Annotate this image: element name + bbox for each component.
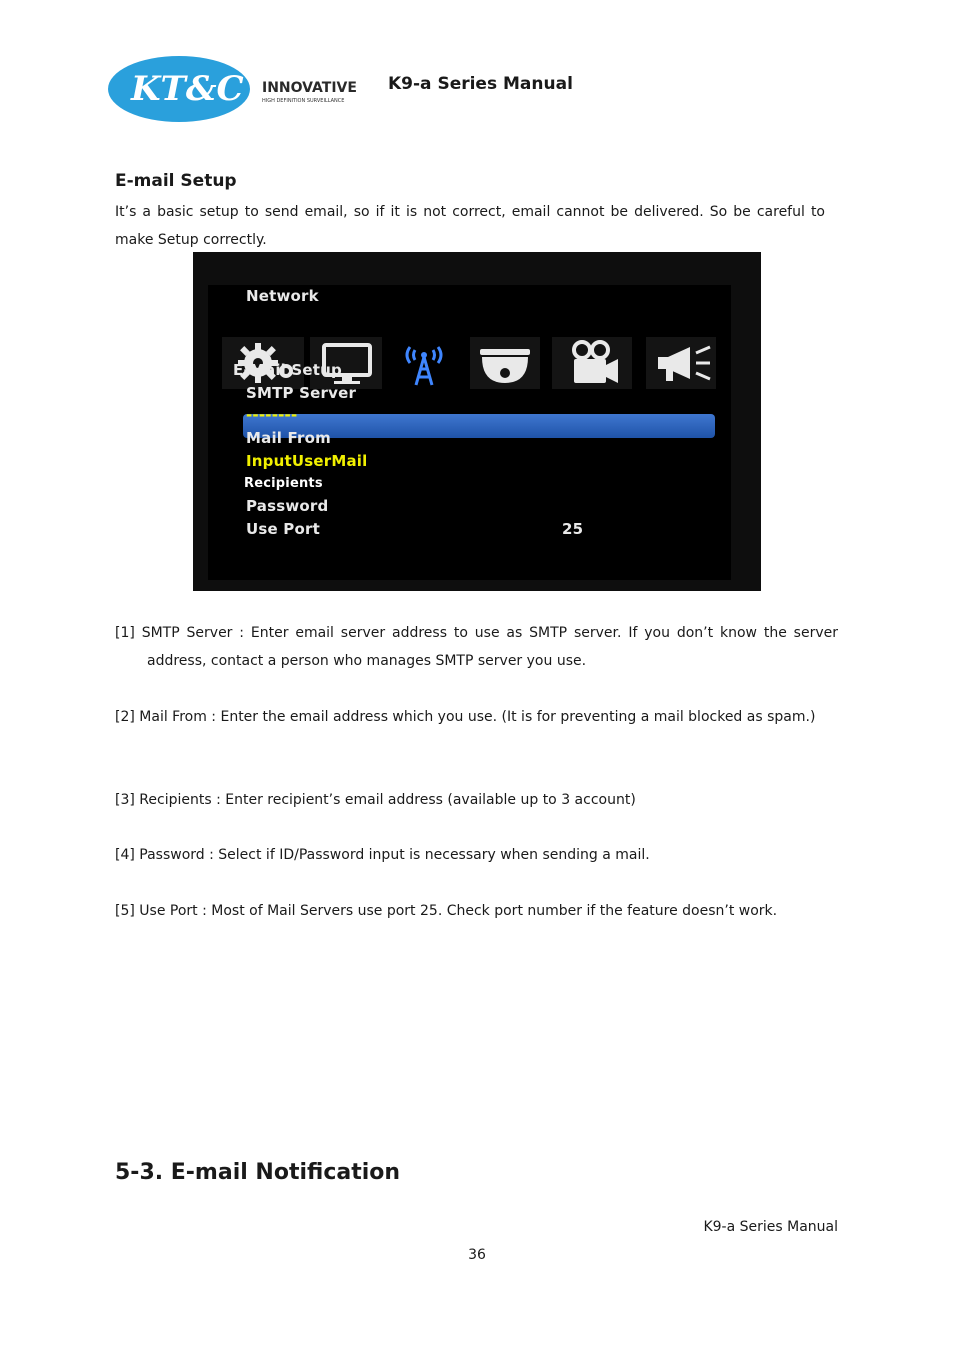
description-recipients: [3] Recipients : Enter recipient’s email address (available up to 3 account) xyxy=(115,792,636,808)
antenna-tower-icon[interactable] xyxy=(388,337,460,389)
mail-from-value[interactable]: InputUserMail xyxy=(246,452,368,470)
page-number: 36 xyxy=(468,1247,486,1263)
description-use-port: [5] Use Port : Most of Mail Servers use port 25. Check port number if the feature doesn’t work. xyxy=(115,903,778,919)
svg-text:KT&C: KT&C xyxy=(131,69,244,109)
description-smtp-server xyxy=(115,619,838,675)
footer-manual-title: K9-a Series Manual xyxy=(703,1219,838,1235)
menu-item-smtp-server[interactable]: SMTP Server xyxy=(246,384,357,402)
description-smtp-server-line: [1] SMTP Server : Enter email server address to use as SMTP server. If you don’t know the server xyxy=(115,625,838,641)
menu-title: Network xyxy=(246,287,319,305)
description-password: [4] Password : Select if ID/Password input is necessary when sending a mail. xyxy=(115,847,650,863)
description-smtp-server-cont: address, contact a person who manages SMTP server you use. xyxy=(147,653,587,669)
video-camera-icon[interactable] xyxy=(552,337,632,389)
description-mail-from: [2] Mail From : Enter the email address which you use. (It is for preventing a mail blocked as spam.) xyxy=(115,709,816,725)
section-heading: E-mail Setup xyxy=(115,171,237,191)
menu-item-recipients[interactable]: Recipients xyxy=(244,476,323,491)
menu-item-mail-from[interactable]: Mail From xyxy=(246,429,331,447)
dvr-screenshot xyxy=(193,252,761,591)
company-logo xyxy=(107,54,369,124)
header-title: K9-a Series Manual xyxy=(388,74,573,94)
submenu-title: E-Mail Setup xyxy=(233,361,342,379)
intro-paragraph: It’s a basic setup to send email, so if it is not correct, email cannot be delivered. So be careful to make Setup correctly. xyxy=(115,204,825,248)
menu-item-password[interactable]: Password xyxy=(246,497,329,515)
smtp-server-value[interactable]: -------- xyxy=(246,406,298,424)
next-section-heading: 5-3. E-mail Notification xyxy=(115,1160,401,1185)
svg-text:HIGH DEFINITION SURVEILLANCE: HIGH DEFINITION SURVEILLANCE xyxy=(262,98,345,104)
menu-item-use-port[interactable]: Use Port xyxy=(246,520,320,538)
megaphone-icon[interactable] xyxy=(646,337,716,389)
use-port-value[interactable]: 25 xyxy=(562,520,584,538)
svg-text:INNOVATIVE: INNOVATIVE xyxy=(262,80,357,96)
dvr-menu-panel xyxy=(208,285,731,580)
dome-camera-icon[interactable] xyxy=(470,337,540,389)
